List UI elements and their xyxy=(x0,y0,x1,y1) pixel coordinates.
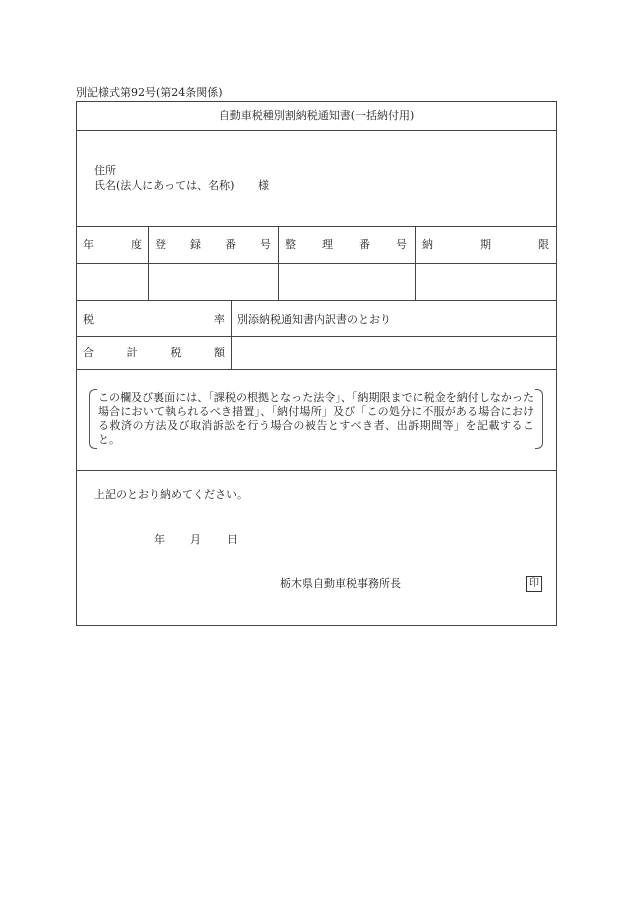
tax-rate-label xyxy=(83,313,225,327)
header-char: 録 xyxy=(190,238,201,251)
date-month-label: 月 xyxy=(190,533,201,546)
divider xyxy=(77,336,556,337)
column-divider xyxy=(148,226,149,300)
total-tax-label xyxy=(83,346,225,360)
divider xyxy=(77,470,556,471)
column-divider xyxy=(278,226,279,300)
header-char: 限 xyxy=(538,238,549,251)
notice-text: この欄及び裏面には、「課税の根拠となった法令」、「納期限までに税金を納付しなかった場合において執られるべき措置」、「納付場所」及び「この処分に不服がある場合における救済の方法及び取消訴訟を行う場合の被告とすべき者、出訴期間等」を記載すること。 xyxy=(98,391,534,446)
left-bracket xyxy=(89,389,97,449)
header-char: 番 xyxy=(225,238,236,251)
column-divider xyxy=(415,226,416,300)
seal-stamp: 印 xyxy=(526,576,542,592)
column-divider xyxy=(231,300,232,369)
header-char: 号 xyxy=(396,238,407,251)
header-year xyxy=(83,238,142,252)
header-char: 番 xyxy=(359,238,370,251)
label-char: 合 xyxy=(83,346,94,359)
header-reference-number xyxy=(285,238,407,252)
issuer-name: 栃木県自動車税事務所長 xyxy=(280,577,401,590)
header-char: 号 xyxy=(260,238,271,251)
tax-notice-form xyxy=(76,101,557,626)
header-due-date xyxy=(422,238,549,252)
header-char: 年 xyxy=(83,238,94,251)
label-char: 計 xyxy=(126,346,138,359)
header-char: 登 xyxy=(155,238,166,251)
date-day-label: 日 xyxy=(227,533,238,546)
label-char: 税 xyxy=(83,313,94,326)
right-bracket xyxy=(535,389,543,449)
label-char: 額 xyxy=(213,346,225,359)
address-label: 住所 xyxy=(94,164,116,177)
payment-message: 上記のとおり納めてください。 xyxy=(94,488,248,501)
header-char: 期 xyxy=(480,238,491,251)
header-char: 納 xyxy=(422,238,433,251)
form-number: 別記様式第92号(第24条関係) xyxy=(76,86,223,99)
notice-box xyxy=(89,389,543,449)
date-year-label: 年 xyxy=(154,533,165,546)
divider xyxy=(77,130,556,131)
tax-rate-value: 別添納税通知書内訳書のとおり xyxy=(237,313,391,326)
name-label: 氏名(法人にあっては、名称) xyxy=(94,179,235,192)
header-char: 整 xyxy=(285,238,296,251)
header-char: 度 xyxy=(131,238,142,251)
divider xyxy=(77,300,556,301)
form-title: 自動車税種別割納税通知書(一括納付用) xyxy=(218,109,415,122)
label-char: 率 xyxy=(214,313,225,326)
header-char: 理 xyxy=(322,238,333,251)
header-registration-number xyxy=(155,238,271,252)
label-char: 税 xyxy=(170,346,182,359)
divider xyxy=(77,369,556,370)
honorific: 様 xyxy=(258,179,269,192)
